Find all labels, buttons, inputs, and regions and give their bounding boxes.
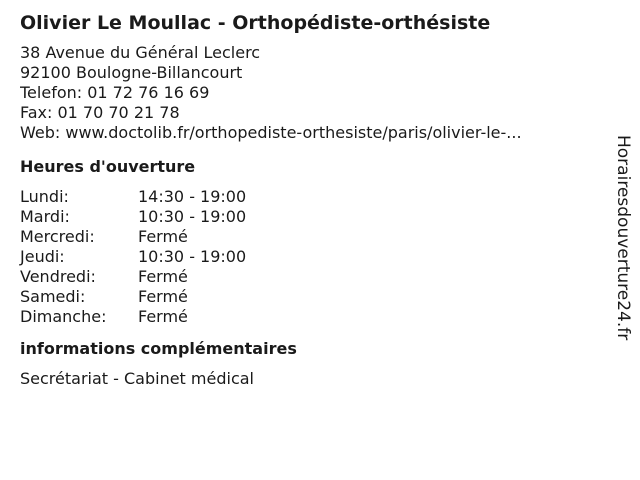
contact-block <box>20 43 600 143</box>
hours-row-friday <box>20 267 600 287</box>
day-label: Vendredi: <box>20 267 96 286</box>
web-label: Web: <box>20 123 61 142</box>
hours-value: 10:30 - 19:00 <box>138 207 247 226</box>
additional-info-heading: informations complémentaires <box>20 339 297 358</box>
fax-number: Fax: 01 70 70 21 78 <box>20 103 180 122</box>
opening-hours-heading: Heures d'ouverture <box>20 157 196 176</box>
day-label: Samedi: <box>20 287 86 306</box>
hours-value: Fermé <box>138 227 188 246</box>
hours-value: Fermé <box>138 267 188 286</box>
hours-value: 14:30 - 19:00 <box>138 187 247 206</box>
street-address: 38 Avenue du Général Leclerc <box>20 43 261 62</box>
day-label: Jeudi: <box>20 247 65 266</box>
day-label: Dimanche: <box>20 307 107 326</box>
hours-row-tuesday <box>20 207 600 227</box>
hours-row-monday <box>20 187 600 207</box>
website-line <box>20 123 600 143</box>
hours-value: 10:30 - 19:00 <box>138 247 247 266</box>
phone-number[interactable]: Telefon: 01 72 76 16 69 <box>20 83 210 102</box>
page-title: Olivier Le Moullac - Orthopédiste-orthésiste <box>20 12 491 34</box>
hours-row-saturday <box>20 287 600 307</box>
hours-value: Fermé <box>138 287 188 306</box>
business-card <box>20 10 600 389</box>
website-link[interactable]: www.doctolib.fr/orthopediste-orthesiste/paris/olivier-le-... <box>65 123 522 142</box>
hours-row-thursday <box>20 247 600 267</box>
additional-info-text: Secrétariat - Cabinet médical <box>20 369 254 388</box>
hours-row-wednesday <box>20 227 600 247</box>
day-label: Lundi: <box>20 187 69 206</box>
day-label: Mercredi: <box>20 227 95 246</box>
site-watermark: Horairesdouverture24.fr <box>613 135 633 341</box>
city-address: 92100 Boulogne-Billancourt <box>20 63 243 82</box>
hours-value: Fermé <box>138 307 188 326</box>
opening-hours-table <box>20 187 600 327</box>
day-label: Mardi: <box>20 207 70 226</box>
hours-row-sunday <box>20 307 600 327</box>
